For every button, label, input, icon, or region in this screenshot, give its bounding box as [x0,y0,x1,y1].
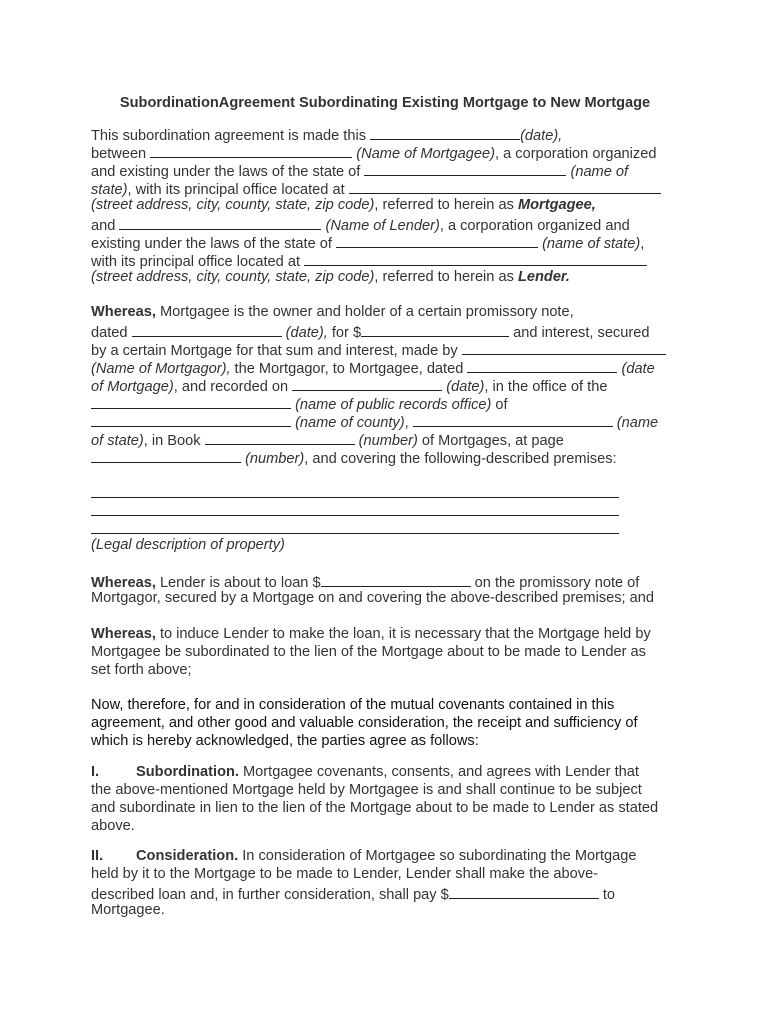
document-title: SubordinationAgreement Subordinating Existing Mortgage to New Mortgage [119,95,651,111]
intro-text: and existing under the laws of the state of [91,164,365,180]
mortgagee-state-blank[interactable] [364,160,566,176]
intro-text: , a corporation organized and [439,218,630,234]
lender-address-blank[interactable] [304,250,647,266]
lender-state-blank[interactable] [336,232,538,248]
date-label: (date [621,361,655,377]
state-label: (name of [570,164,629,180]
intro-text: between [91,146,151,162]
now-therefore-paragraph [91,696,691,750]
date-blank[interactable] [370,124,520,140]
state-blank[interactable] [413,411,613,427]
intro-paragraph [91,124,691,286]
whereas-paragraph-1 [91,303,691,465]
whereas-text: , in the office of the [484,379,608,395]
state-label: state) [91,182,128,198]
section-text: held by it to the Mortgage to be made to Lender, Lender shall make the above- [91,866,599,882]
mortgagor-name-label: (Name of Mortgagor), [91,361,231,377]
section-heading: Subordination. [136,764,239,780]
section-number: II. [91,848,104,864]
whereas-text: of Mortgages, at page [417,433,564,449]
records-office-label: (name of public records office) [295,397,492,413]
intro-text: , referred to herein as [374,197,518,213]
intro-text: , with its principal office located at [127,182,349,198]
mortgagee-term: Mortgagee, [517,197,596,213]
mortgagee-name-label: (Name of Mortgagee) [356,146,495,162]
whereas-label: Whereas, [91,304,156,320]
address-label: (street address, city, county, state, zip code) [91,269,375,285]
mortgagee-name-blank[interactable] [150,142,352,158]
now-therefore-text: Now, therefore, for and in consideration of the mutual covenants contained in this [91,697,615,713]
whereas-label: Whereas, [91,626,156,642]
number-label: (number) [245,451,305,467]
whereas-text: on the promissory note of [470,575,640,591]
section-text: described loan and, in further consideration, shall pay $ [91,887,449,903]
section-text: the above-mentioned Mortgage held by Mortgagee is and shall continue to be subject [91,782,642,798]
lender-name-label: (Name of Lender) [325,218,440,234]
section-text: In consideration of Mortgagee so subordinating the Mortgage [238,848,637,864]
records-office-blank[interactable] [91,393,291,409]
now-therefore-text: agreement, and other good and valuable consideration, the receipt and sufficiency of [91,715,638,731]
mortgage-date-blank[interactable] [467,357,617,373]
consideration-amount-blank[interactable] [449,883,599,899]
section-text: to [598,887,616,903]
whereas-text: dated [91,325,132,341]
state-label: of state) [91,433,144,449]
lender-name-blank[interactable] [119,214,321,230]
whereas-text: of [491,397,508,413]
whereas-paragraph-3 [91,625,691,679]
legal-description-line-1[interactable] [91,497,619,498]
page-number-blank[interactable] [91,447,241,463]
whereas-text: Lender is about to loan $ [155,575,321,591]
intro-text: , [640,236,645,252]
date-label: of Mortgage) [91,379,174,395]
date-label: (date), [285,325,328,341]
recorded-date-blank[interactable] [292,375,442,391]
county-label: (name of county) [295,415,405,431]
section-subordination [91,763,691,835]
state-label: (name [616,415,659,431]
whereas-text: to induce Lender to make the loan, it is necessary that the Mortgage held by [155,626,651,642]
whereas-text: and interest, secured [509,325,650,341]
intro-text: and [91,218,120,234]
now-therefore-text: which is hereby acknowledged, the parties agree as follows: [91,733,479,749]
whereas-text: Mortgagee is the owner and holder of a certain promissory note, [155,304,574,320]
whereas-label: Whereas, [91,575,156,591]
intro-text: , referred to herein as [374,269,518,285]
lender-term: Lender. [517,269,570,285]
whereas-text: by a certain Mortgage for that sum and interest, made by [91,343,462,359]
section-text: Mortgagee covenants, consents, and agrees with Lender that [238,764,639,780]
whereas-text: , [404,415,409,431]
section-consideration [91,847,691,919]
whereas-text: set forth above; [91,662,192,678]
note-amount-blank[interactable] [361,321,509,337]
intro-text: existing under the laws of the state of [91,236,336,252]
whereas-text: , in Book [143,433,205,449]
note-date-blank[interactable] [132,321,282,337]
section-heading: Consideration. [136,848,239,864]
whereas-text: , and covering the following-described premises: [304,451,617,467]
number-label: (number) [358,433,418,449]
date-label: (date), [520,128,563,144]
whereas-text: for $ [327,325,362,341]
legal-description-line-3[interactable] [91,533,619,534]
date-label: (date) [446,379,485,395]
legal-description-line-2[interactable] [91,515,619,516]
mortgagor-name-blank[interactable] [462,339,666,355]
book-number-blank[interactable] [205,429,355,445]
whereas-text: the Mortgagor, to Mortgagee, dated [230,361,468,377]
section-text: Mortgagee. [91,902,165,918]
intro-text: with its principal office located at [91,254,305,270]
intro-text: This subordination agreement is made this [91,128,371,144]
loan-amount-blank[interactable] [321,571,471,587]
section-text: and subordinate in lien to the lien of the Mortgage about to be made to Lender as stated [91,800,659,816]
whereas-text: , and recorded on [173,379,293,395]
address-label: (street address, city, county, state, zip code) [91,197,375,213]
state-label: (name of state) [542,236,641,252]
whereas-text: Mortgagee be subordinated to the lien of the Mortgage about to be made to Lender as [91,644,646,660]
whereas-paragraph-2 [91,571,691,607]
section-text: above. [91,818,135,834]
legal-description-label: (Legal description of property) [91,537,285,553]
section-number: I. [91,764,100,780]
county-blank[interactable] [91,411,291,427]
whereas-text: Mortgagor, secured by a Mortgage on and covering the above-described premises; and [91,590,654,606]
intro-text: , a corporation organized [495,146,657,162]
mortgagee-address-blank[interactable] [349,178,661,194]
